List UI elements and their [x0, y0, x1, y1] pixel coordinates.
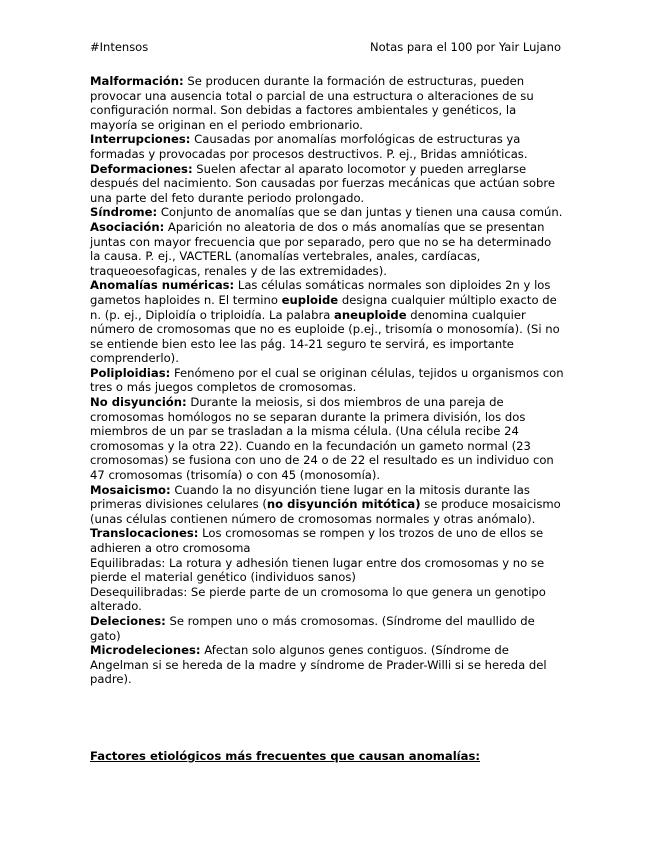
paragraph-text: Se producen durante la formación de estructuras, pueden provocar una ausencia total o parcial de una estructura o alteraciones de su configuración normal. Son debidas a factores ambientales y genéticos, la mayoría se originan en el periodo embrionario.	[90, 74, 534, 132]
paragraph	[90, 74, 565, 132]
term: Anomalías numéricas:	[90, 278, 235, 293]
term: No disyunción:	[90, 395, 187, 410]
paragraph-text: Durante la meiosis, si dos miembros de una pareja de cromosomas homólogos no se separan durante la primera división, los dos miembros de un par se trasladan a la misma célula. (Una célula recibe 24 cromosomas y la otra 22). Cuando en la fecundación un gameto normal (23 cromosomas) se fusiona con uno de 24 o de 22 el resultado es un individuo con 47 cromosomas (trisomía) o con 45 (monosomía).	[90, 395, 554, 483]
paragraph-text: Equilibradas: La rotura y adhesión tienen lugar entre dos cromosomas y no se pierde el material genético (individuos sanos)	[90, 555, 545, 585]
paragraph-text: Causadas por anomalías morfológicas de estructuras ya formadas y provocadas por procesos destructivos. P. ej., Bridas amnióticas.	[90, 132, 528, 161]
paragraph	[90, 395, 565, 483]
paragraph-text: Aparición no aleatoria de dos o más anomalías que se presentan juntas con mayor frecuencia que por separado, pero que no se ha determinado la causa. P. ej., VACTERL (anomalías vertebrales, anales, cardíacas, traqueoesofagicas, renales y de las extremidades).	[90, 219, 552, 278]
paragraph-text: designa cualquier múltiplo exacto de n. (p. ej., Diploidía o triploidía. La palabra	[90, 292, 557, 322]
paragraph-text: Los cromosomas se rompen y los trozos de uno de ellos se adhieren a otro cromosoma	[90, 526, 544, 555]
paragraph	[90, 205, 565, 220]
paragraph-text: Afectan solo algunos genes contiguos. (Síndrome de Angelman si se hereda de la madre y síndrome de Prader-Willi si se hereda del padre).	[90, 643, 547, 687]
paragraph-text: Se rompen uno o más cromosomas. (Síndrome del maullido de gato)	[90, 613, 535, 643]
paragraph	[90, 162, 565, 206]
paragraph-text: se produce mosaicismo (unas células contienen número de cromosomas normales y otras anómalo).	[90, 497, 561, 526]
paragraph	[90, 278, 565, 366]
term: Microdeleciones:	[90, 643, 201, 658]
term: Malformación:	[90, 74, 184, 88]
paragraph	[90, 366, 565, 395]
term: Deleciones:	[90, 613, 166, 628]
paragraph-text: Conjunto de anomalías que se dan juntas y tienen una causa común.	[157, 205, 563, 220]
header-title: Notas para el 100 por Yair Lujano	[370, 40, 561, 54]
paragraph	[90, 643, 565, 687]
paragraph-text: denomina cualquier número de cromosomas que no es euploide (p.ej., trisomía o monosomía). (Si no se entiende bien esto lee las pág. 14-21 seguro te servirá, es importante comprenderlo).	[90, 307, 560, 366]
paragraph	[90, 614, 565, 643]
paragraph	[90, 483, 565, 527]
paragraph-text: Desequilibradas: Se pierde parte de un cromosoma lo que genera un genotipo alterado.	[90, 584, 546, 614]
paragraph-text: Fenómeno por el cual se originan células, tejidos u organismos con tres o más juegos completos de cromosomas.	[90, 365, 564, 395]
term: Poliploidias:	[90, 365, 171, 380]
term: Translocaciones:	[90, 526, 199, 541]
paragraph-text: Cuando la no disyunción tiene lugar en la mitosis durante las primeras divisiones celulares (	[90, 482, 530, 512]
header-tag: #Intensos	[90, 40, 149, 54]
paragraph	[90, 526, 565, 555]
term: Asociación:	[90, 219, 165, 234]
term: Síndrome:	[90, 205, 158, 220]
term: Mosaicismo:	[90, 482, 171, 497]
paragraph	[90, 220, 565, 278]
term: euploide	[281, 292, 339, 307]
paragraph	[90, 585, 565, 614]
paragraph	[90, 132, 565, 161]
paragraph-text: Suelen afectar al aparato locomotor y pueden arreglarse después del nacimiento. Son causadas por fuerzas mecánicas que actúan sobre una parte del feto durante periodo prolongado.	[90, 161, 555, 205]
term: no disyunción mitótica)	[266, 497, 421, 512]
section-heading: Factores etiológicos más frecuentes que causan anomalías:	[90, 749, 481, 763]
paragraph-text: Las células somáticas normales son diploides 2n y los gametos haploides n. El termino	[90, 278, 551, 307]
document-body	[90, 74, 565, 687]
term: Deformaciones:	[90, 161, 193, 176]
term: aneuploide	[334, 307, 407, 322]
paragraph	[90, 556, 565, 585]
term: Interrupciones:	[90, 132, 191, 147]
